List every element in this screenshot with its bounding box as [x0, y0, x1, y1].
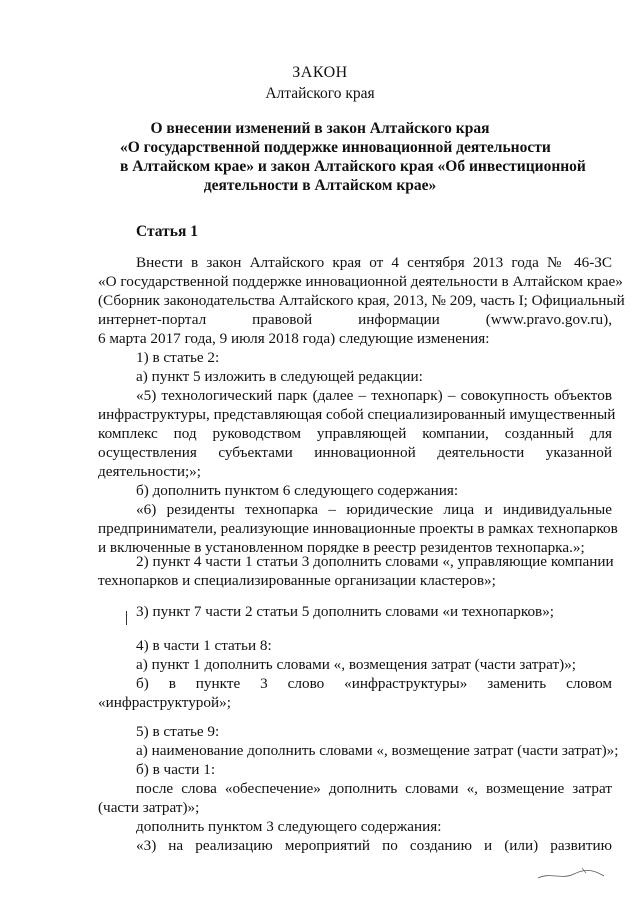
text-line: а) пункт 1 дополнить словами «, возмещения затрат (части затрат)»;	[136, 656, 577, 673]
document-type: ЗАКОН	[292, 64, 348, 81]
title-line: в Алтайском крае» и закон Алтайского края «Об инвестиционной	[120, 158, 586, 175]
subitem-label: а) пункт 5 изложить в следующей редакции:	[136, 368, 423, 385]
item-1	[98, 348, 618, 557]
text-line: инфраструктуры, представляющая собой специализированный имущественный	[98, 406, 616, 423]
title-line: деятельности в Алтайском крае»	[203, 177, 437, 194]
subitem-label: б) в части 1:	[136, 761, 216, 778]
text-line: «инфраструктурой»;	[98, 694, 231, 711]
text-line: комплекс под руководством управляющей компании, созданный для	[98, 425, 612, 442]
pen-mark	[536, 864, 606, 884]
title-line: О внесении изменений в закон Алтайского края	[150, 120, 490, 137]
text-line: «3) на реализацию мероприятий по созданию и (или) развитию	[136, 837, 612, 854]
text-line: и включенные в установленном порядке в реестр резидентов технопарка.»;	[98, 539, 585, 556]
text-line: осуществления субъектами инновационной деятельности указанной	[98, 444, 612, 461]
text-line: а) наименование дополнить словами «, возмещение затрат (части затрат)»;	[136, 742, 619, 759]
text-line: деятельности;»;	[98, 463, 201, 480]
article-heading: Статья 1	[136, 223, 198, 240]
text-line: (Сборник законодательства Алтайского края, 2013, № 209, часть I; Официальный	[98, 292, 625, 309]
text-line: предприниматели, реализующие инновационные проекты в рамках технопарков	[98, 520, 618, 537]
text-line: (части затрат)»;	[98, 799, 200, 816]
text-line: 6 марта 2017 года, 9 июля 2018 года) следующие изменения:	[98, 330, 490, 347]
intro-paragraph	[98, 253, 625, 348]
item-4	[98, 636, 612, 712]
text-line: б) в пункте 3 слово «инфраструктуры» заменить словом	[136, 675, 612, 692]
document-region: Алтайского края	[265, 85, 375, 102]
item-label: 5) в статье 9:	[136, 723, 220, 740]
text-line: 3) пункт 7 части 2 статьи 5 дополнить словами «и технопарков»;	[136, 603, 555, 620]
text-line: «О государственной поддержке инновационной деятельности в Алтайском крае»	[98, 273, 623, 290]
text-line: Внести в закон Алтайского края от 4 сентября 2013 года № 46-ЗС	[136, 254, 612, 271]
text-line: технопарков и специализированные организации кластеров»;	[98, 572, 496, 589]
document-title	[120, 119, 586, 195]
text-line: «5) технологический парк (далее – технопарк) – совокупность объектов	[136, 387, 612, 404]
title-line: «О государственной поддержке инновационной деятельности	[120, 139, 551, 156]
item-label: 4) в части 1 статьи 8:	[136, 637, 272, 654]
item-5	[98, 722, 619, 855]
subitem-label: б) дополнить пунктом 6 следующего содержания:	[136, 482, 459, 499]
text-line: 2) пункт 4 части 1 статьи 3 дополнить словами «, управляющие компании	[136, 553, 614, 570]
text-line: после слова «обеспечение» дополнить словами «, возмещение затрат	[136, 780, 612, 797]
text-line: интернет-портал правовой информации (www.pravo.gov.ru),	[98, 311, 612, 328]
item-2	[98, 552, 612, 590]
text-line: «6) резиденты технопарка – юридические лица и индивидуальные	[136, 501, 612, 518]
item-label: 1) в статье 2:	[136, 349, 220, 366]
item-3	[98, 602, 612, 621]
text-line: дополнить пунктом 3 следующего содержания:	[136, 818, 442, 835]
